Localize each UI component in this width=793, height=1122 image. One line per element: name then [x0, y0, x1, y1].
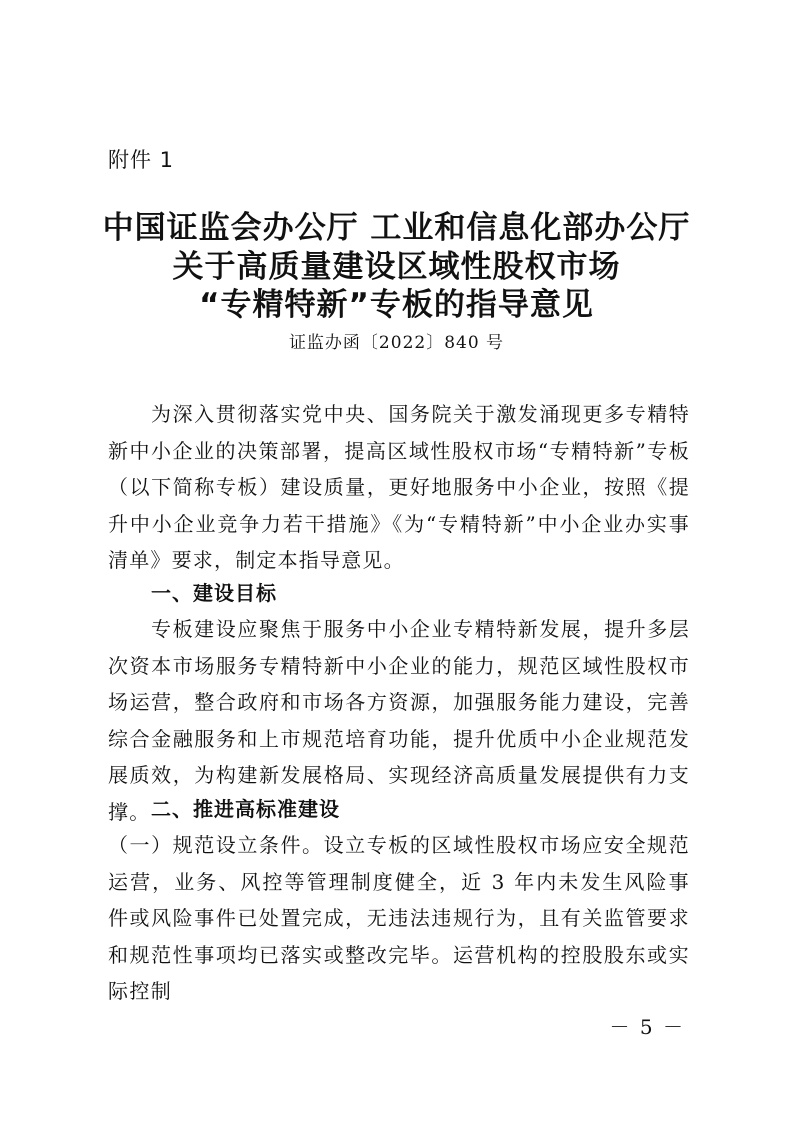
page-number: － 5 － [609, 1015, 685, 1039]
section-paragraph-1: 专板建设应聚焦于服务中小企业专精特新发展，提升多层次资本市场服务专精特新中小企业的能力，规范区域性股权市场运营，整合政府和市场各方资源，加强服务能力建设，完善综合金融服务和上市规范培育功能，提升优质中小企业规范发展质效，为构建新发展格局、实现经济高质量发展提供有力支撑。 [108, 617, 690, 824]
section-heading-1: 一、建设目标 [151, 581, 277, 605]
document-number: 证监办函〔2022〕840 号 [288, 333, 505, 353]
section-heading-2: 二、推进高标准建设 [151, 797, 340, 821]
document-title-line-1: 中国证监会办公厅 工业和信息化部办公厅 [102, 210, 691, 246]
attachment-label: 附件 1 [108, 148, 175, 172]
intro-paragraph: 为深入贯彻落实党中央、国务院关于激发涌现更多专精特新中小企业的决策部署，提高区域性股权市场“专精特新”专板（以下简称专板）建设质量，更好地服务中小企业，按照《提升中小企业竞争力若干措施》《为“专精特新”中小企业办实事清单》要求，制定本指导意见。 [108, 402, 690, 572]
document-title-line-2: 关于高质量建设区域性股权市场 [172, 249, 621, 285]
document-title-line-3: “专精特新”专板的指导意见 [199, 287, 594, 323]
section-paragraph-2: （一）规范设立条件。设立专板的区域性股权市场应安全规范运营，业务、风控等管理制度健全，近 3 年内未发生风险事件或风险事件已处置完成，无违法违规行为，且有关监管要求和规范性事项均已落实或整改完毕。运营机构的控股股东或实际控制 [108, 833, 690, 1003]
